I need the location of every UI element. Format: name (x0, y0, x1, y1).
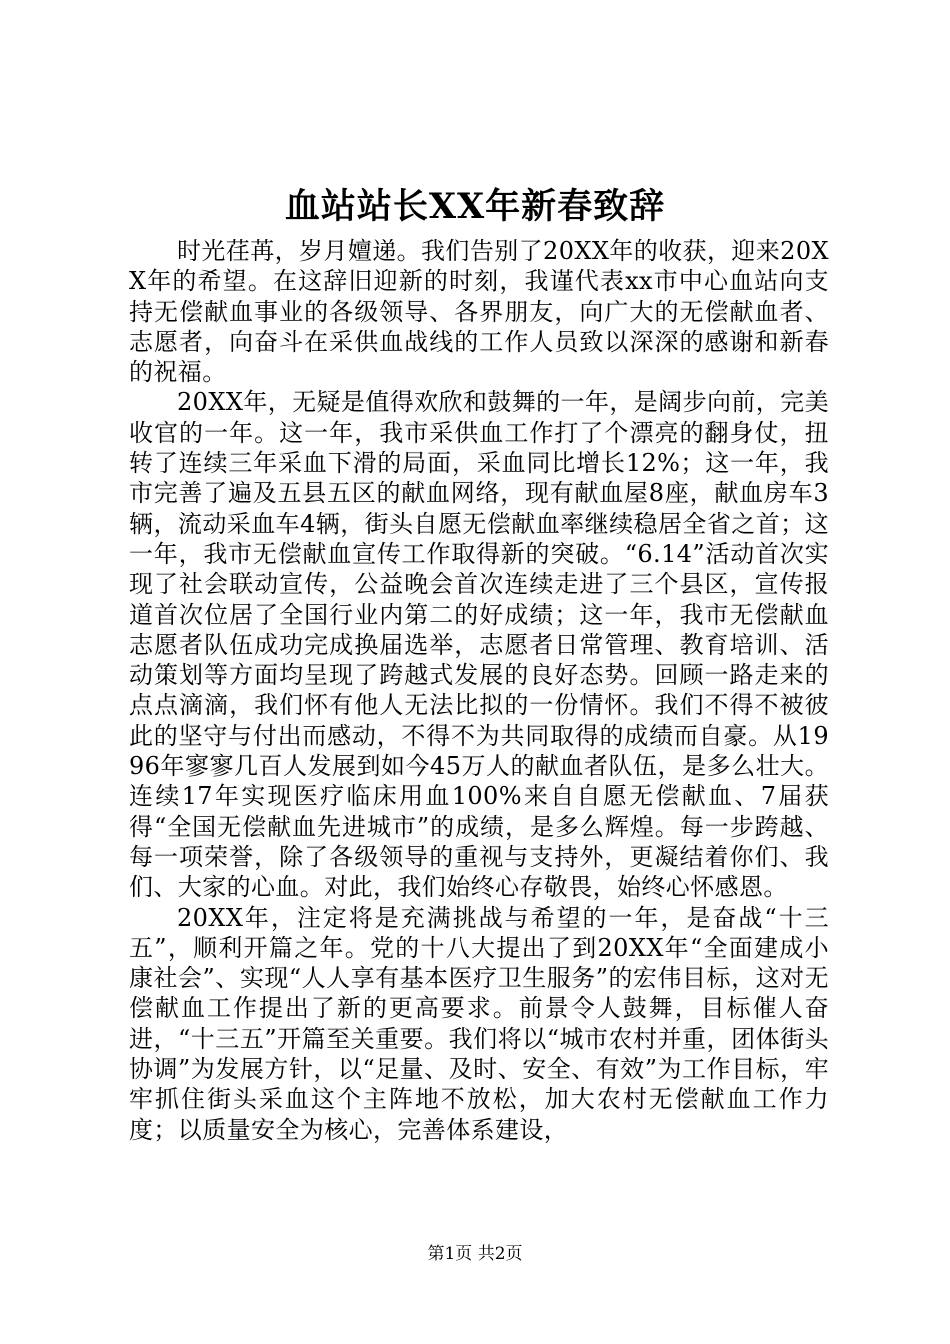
paragraph: 20XX年，无疑是值得欢欣和鼓舞的一年，是阔步向前，完美收官的一年。这一年，我市采供血工作打了个漂亮的翻身仗，扭转了连续三年采血下滑的局面，采血同比增长12%；这一年，我市完善了遍及五县五区的献血网络，现有献血屋8座，献血房车3辆，流动采血车4辆，街头自愿无偿献血率继续稳居全省之首；这一年，我市无偿献血宣传工作取得新的突破。“6.14”活动首次实现了社会联动宣传，公益晚会首次连续走进了三个县区，宣传报道首次位居了全国行业内第二的好成绩；这一年，我市无偿献血志愿者队伍成功完成换届选举，志愿者日常管理、教育培训、活动策划等方面均呈现了跨越式发展的良好态势。回顾一路走来的点点滴滴，我们怀有他人无法比拟的一份情怀。我们不得不被彼此的坚守与付出而感动，不得不为共同取得的成绩而自豪。从1996年寥寥几百人发展到如今45万人的献血者队伍，是多么壮大。连续17年实现医疗临床用血100%来自自愿无偿献血、7届获得“全国无偿献血先进城市”的成绩，是多么辉煌。每一步跨越、每一项荣誉，除了各级领导的重视与支持外，更凝结着你们、我们、大家的心血。对此，我们始终心存敬畏，始终心怀感恩。 (129, 388, 829, 902)
paragraph: 时光荏苒，岁月嬗递。我们告别了20XX年的收获，迎来20XX年的希望。在这辞旧迎新的时刻，我谨代表xx市中心血站向支持无偿献血事业的各级领导、各界朋友，向广大的无偿献血者、志愿者，向奋斗在采供血战线的工作人员致以深深的感谢和新春的祝福。 (129, 237, 829, 387)
page-footer: 第1页 共2页 (427, 1244, 523, 1264)
document-title: 血站站长XX年新春致辞 (284, 186, 666, 227)
document-body (129, 236, 829, 1145)
paragraph: 20XX年，注定将是充满挑战与希望的一年，是奋战“十三五”，顺利开篇之年。党的十八大提出了到20XX年“全面建成小康社会”、实现“人人享有基本医疗卫生服务”的宏伟目标，这对无偿献血工作提出了新的更高要求。前景令人鼓舞，目标催人奋进，“十三五”开篇至关重要。我们将以“城市农村并重，团体街头协调”为发展方针，以“足量、及时、安全、有效”为工作目标，牢牢抓住街头采血这个主阵地不放松，加大农村无偿献血工作力度；以质量安全为核心，完善体系建设， (129, 903, 829, 1144)
